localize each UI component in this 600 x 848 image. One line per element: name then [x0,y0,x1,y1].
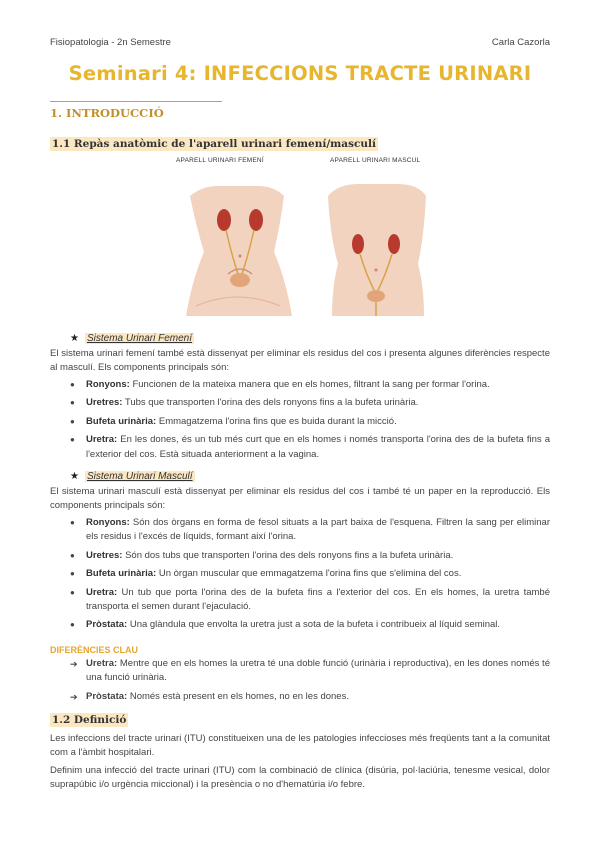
caption-male: APARELL URINARI MASCUL [330,157,421,164]
arrow-right-icon: ➔ [70,691,78,702]
bullet-icon: ● [70,587,75,597]
star-icon: ★ [70,471,79,482]
list-item: ➔ Pròstata: Només està present en els homes, no en les dones. [86,690,550,704]
female-torso-illustration [186,186,292,316]
header-left: Fisiopatologia - 2n Semestre [50,37,171,48]
list-item: ➔ Uretra: Mentre que en els homes la uretra té una doble funció (urinària i reproductiva), en les dones només té una funció urinària. [70,658,550,684]
anatomy-figures [162,156,442,316]
subsection-heading-definicio: 1.2 Definició [52,714,127,726]
bullet-icon: ● [70,620,75,630]
list-item: ● Ronyons: Són dos òrgans en forma de fesol situats a la part baixa de l'esquena. Filtren la sang per eliminar els residus i l'excés de líquids, formant així l'orina. [70,517,550,543]
arrow-right-icon: ➔ [70,659,78,669]
male-label: Sistema Urinari Masculí [86,471,193,482]
male-intro: El sistema urinari masculí està dissenyat per eliminar els residus del cos i també té un paper en la reproducció. Els components principals són: [50,486,550,512]
document-title: Seminari 4: INFECCIONS TRACTE URINARI [68,62,532,85]
female-intro: El sistema urinari femení també està dissenyat per eliminar els residus del cos i presenta algunes diferències respecte al masculí. Els components principals són: [50,348,550,374]
definition-paragraph-1: Les infeccions del tracte urinari (ITU) constitueixen una de les patologies infeccioses més freqüents tant a la comunitat com a l'àmbit hospitalari. [50,733,550,759]
list-item: ● Ronyons: Funcionen de la mateixa manera que en els homes, filtrant la sang per formar l'orina. [86,378,550,392]
bullet-icon: ● [70,435,75,445]
female-subheading [70,333,194,344]
list-item: ● Uretra: Un tub que porta l'orina des de la bufeta fins a l'exterior del cos. En els homes, la uretra també transporta el semen durant l'ejaculació. [70,586,550,613]
section-divider [50,101,222,102]
female-label: Sistema Urinari Femení [86,333,192,344]
list-item: ● Bufeta urinària: Emmagatzema l'orina fins que es buida durant la micció. [86,415,550,429]
bullet-icon: ● [70,569,75,579]
list-item: ● Pròstata: Una glàndula que envolta la uretra just a sota de la bufeta i contribueix al líquid seminal. [86,618,550,632]
header-right: Carla Cazorla [491,37,550,48]
bullet-icon: ● [70,550,75,560]
bullet-icon: ● [70,398,75,408]
male-subheading [70,471,195,482]
list-item: ● Uretres: Tubs que transporten l'orina des dels ronyons fins a la bufeta urinària. [86,396,550,410]
list-item: ● Uretra: En les dones, és un tub més curt que en els homes i només transporta l'orina des de la bufeta fins a l'exterior del cos. Està situada anteriorment a la vagina. [70,434,550,460]
differences-heading: DIFERÈNCIES CLAU [50,645,139,655]
bullet-icon: ● [70,380,75,389]
differences-list [70,657,550,708]
bullet-icon: ● [70,416,75,426]
section-heading-introduccio: 1. INTRODUCCIÓ [50,106,164,120]
list-item: ● Bufeta urinària: Un òrgan muscular que emmagatzema l'orina fins que s'elimina del cos. [86,567,550,581]
bullet-icon: ● [70,518,75,527]
caption-female: APARELL URINARI FEMENÍ [176,157,264,164]
anatomy-illustration [162,156,442,316]
female-components-list [70,378,550,466]
male-components-list [70,516,550,637]
star-icon: ★ [70,333,79,344]
male-torso-illustration [328,184,426,316]
subsection-heading-repas: 1.1 Repàs anatòmic de l'aparell urinari femení/masculí [52,138,377,150]
definition-paragraph-2: Definim una infecció del tracte urinari (ITU) com la combinació de clínica (disúria, pol·laciúria, tenesme vesical, dolor suprapúbic i/o urgència miccional) i la presència o no d'hematúria i/o febre. [50,765,550,791]
list-item: ● Uretres: Són dos tubs que transporten l'orina des dels ronyons fins a la bufeta urinària. [86,549,550,563]
